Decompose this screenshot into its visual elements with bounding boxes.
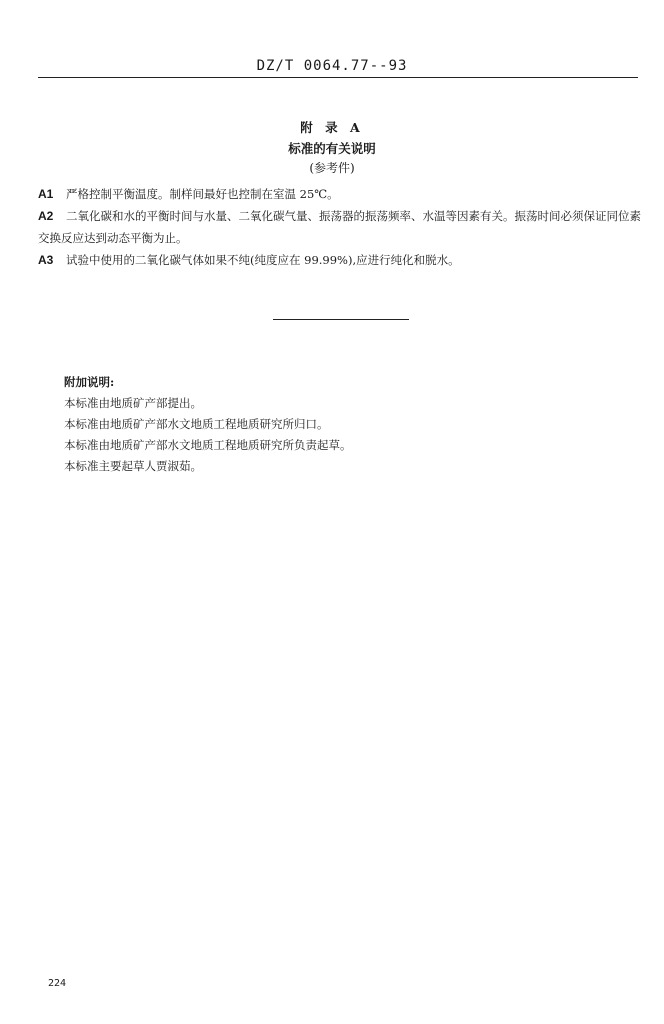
item-a3 [38, 249, 642, 271]
item-a2 [38, 205, 642, 249]
section-divider [273, 319, 409, 320]
header-divider [38, 77, 638, 78]
appendix-title: 附 录 A [300, 120, 364, 135]
note-line: 本标准由地质矿产部提出。 [64, 396, 202, 410]
appendix-note: (参考件) [309, 161, 355, 175]
additional-notes [64, 372, 624, 477]
item-text: 试验中使用的二氧化碳气体如果不纯(纯度应在 99.99%),应进行纯化和脱水。 [66, 253, 460, 267]
item-label: A3 [38, 253, 54, 267]
note-line: 本标准由地质矿产部水文地质工程地质研究所归口。 [64, 417, 329, 431]
item-label: A1 [38, 187, 54, 201]
item-a1 [38, 183, 642, 205]
additional-notes-title: 附加说明: [64, 375, 115, 389]
page-number: 224 [48, 978, 67, 989]
standard-code: DZ/T 0064.77--93 [256, 58, 408, 74]
note-line: 本标准主要起草人贾淑茹。 [64, 459, 202, 473]
note-line: 本标准由地质矿产部水文地质工程地质研究所负责起草。 [64, 438, 352, 452]
item-text: 严格控制平衡温度。制样间最好也控制在室温 25℃。 [66, 187, 339, 201]
appendix-subtitle: 标准的有关说明 [288, 141, 376, 156]
item-text: 二氧化碳和水的平衡时间与水量、二氧化碳气量、振荡器的振荡频率、水温等因素有关。振荡时间必须保证同位素交换反应达到动态平衡为止。 [38, 209, 641, 245]
item-label: A2 [38, 209, 54, 223]
